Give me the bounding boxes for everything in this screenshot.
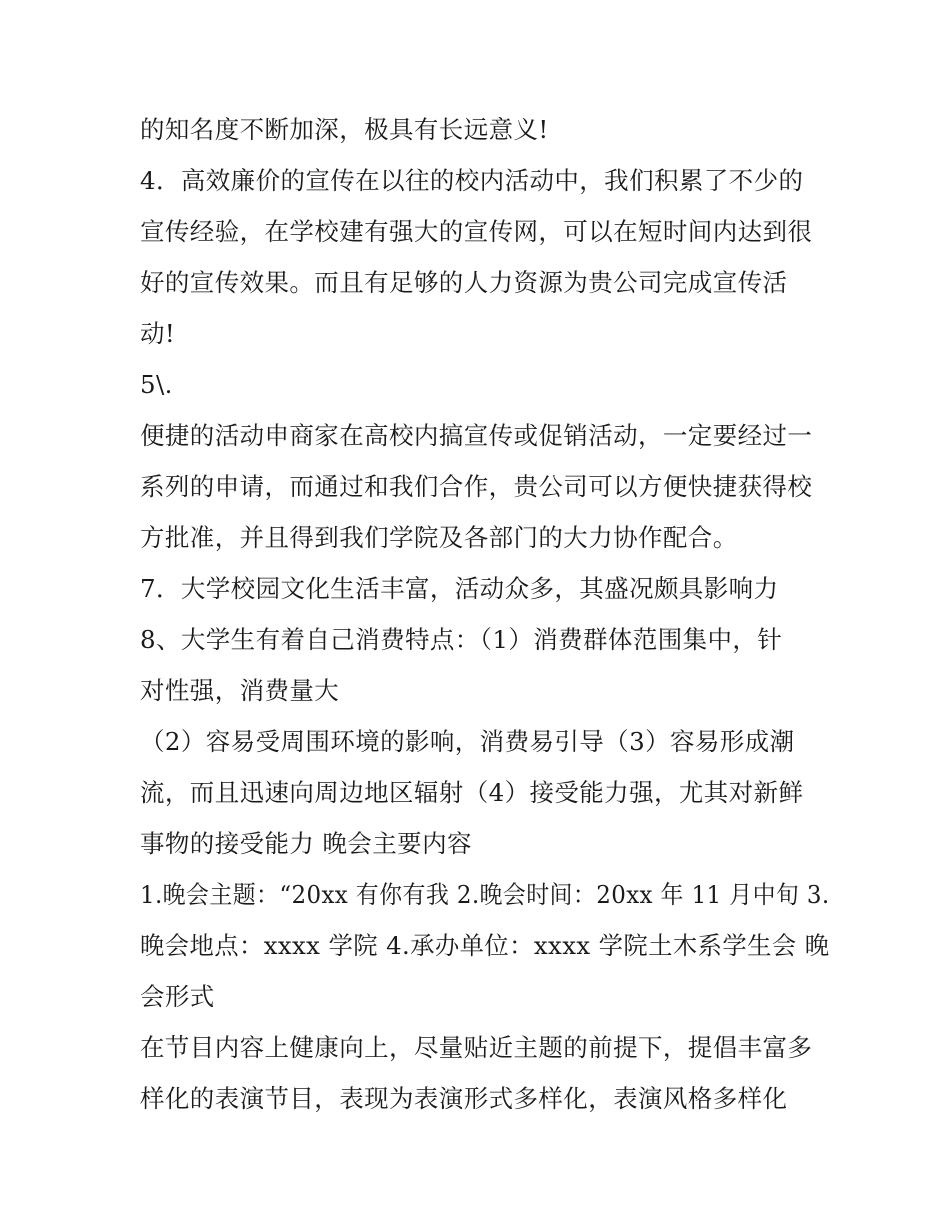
text-line: 在节目内容上健康向上，尽量贴近主题的前提下，提倡丰富多 — [140, 1033, 813, 1062]
document-body — [140, 104, 830, 1124]
text-line: 1.晚会主题：“20xx 有你有我 2.晚会时间：20xx 年 11 月中旬 3. — [140, 880, 830, 909]
text-line: 8、大学生有着自己消费特点：（1）消费群体范围集中，针 — [140, 625, 783, 654]
text-line: 动! — [140, 319, 176, 348]
text-line: 系列的申请，而通过和我们合作，贵公司可以方便快捷获得校 — [140, 472, 813, 501]
text-line: 便捷的活动申商家在高校内搞宣传或促销活动，一定要经过一 — [140, 421, 813, 450]
text-line: 4．高效廉价的宣传在以往的校内活动中，我们积累了不少的 — [140, 166, 804, 195]
text-line: 对性强，消费量大 — [140, 676, 340, 705]
text-line: 好的宣传效果。而且有足够的人力资源为贵公司完成宣传活 — [140, 268, 788, 297]
text-line: 流，而且迅速向周边地区辐射（4）接受能力强，尤其对新鲜 — [140, 778, 804, 807]
text-line: 的知名度不断加深，极具有长远意义! — [140, 115, 549, 144]
text-line: 事物的接受能力 晚会主要内容 — [140, 829, 472, 858]
text-line: 会形式 — [140, 982, 215, 1011]
text-line: 5\. — [140, 370, 173, 399]
text-line: （2）容易受周围环境的影响，消费易引导（3）容易形成潮 — [140, 727, 795, 756]
text-line: 方批准，并且得到我们学院及各部门的大力协作配合。 — [140, 523, 738, 552]
text-line: 宣传经验，在学校建有强大的宣传网，可以在短时间内达到很 — [140, 217, 813, 246]
text-line: 7．大学校园文化生活丰富，活动众多，其盛况颇具影响力 — [140, 574, 779, 603]
text-line: 晚会地点：xxxx 学院 4.承办单位：xxxx 学院土木系学生会 晚 — [140, 931, 830, 960]
text-line: 样化的表演节目，表现为表演形式多样化，表演风格多样化 — [140, 1084, 788, 1113]
